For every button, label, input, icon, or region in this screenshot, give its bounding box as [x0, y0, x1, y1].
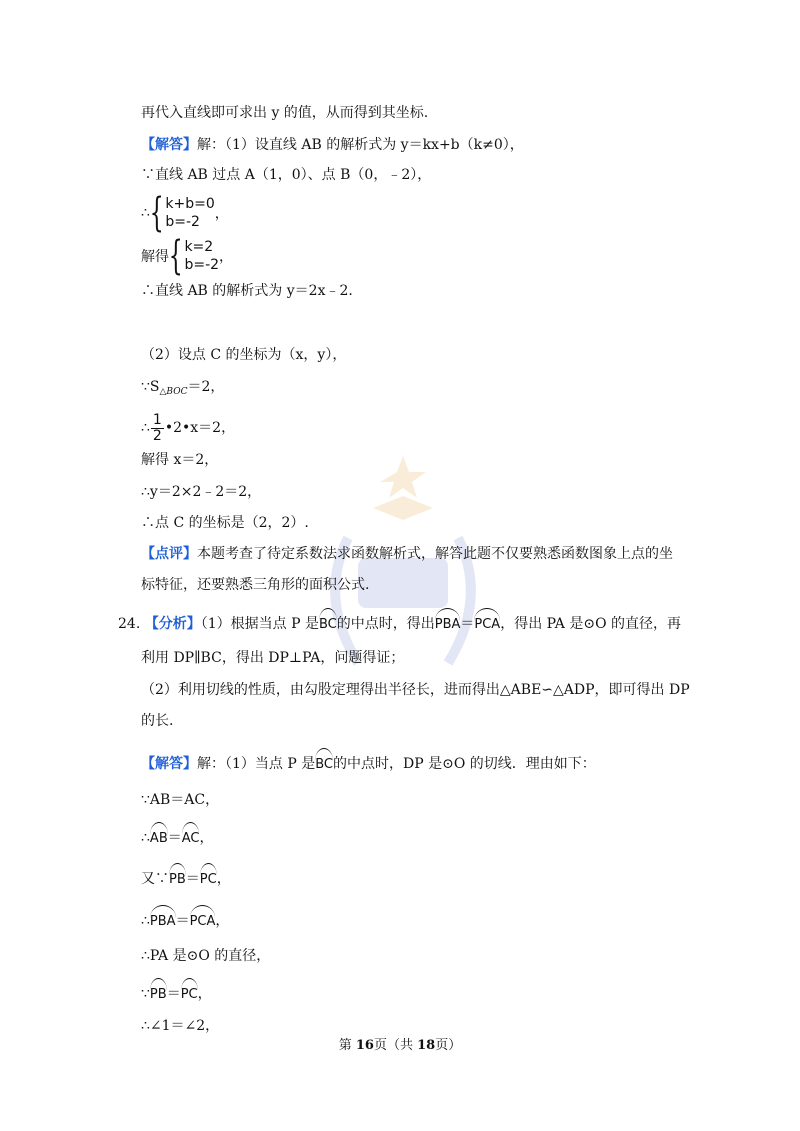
text: ，得出 PA 是⊙O 的直径，再 — [500, 616, 682, 632]
math-text: ＝2， — [187, 379, 225, 395]
subscript: △BOC — [159, 387, 188, 397]
punctuation: ， — [197, 986, 212, 1002]
comment-text: 本题考查了待定系数法求函数解析式，解答此题不仅要熟悉函数图象上点的坐 — [197, 546, 673, 562]
equation: b=-2 — [165, 214, 200, 230]
arc-symbol — [200, 863, 217, 890]
text-line: 再代入直线即可求出 y 的值，从而得到其坐标. — [141, 105, 429, 121]
text-line: 的长. — [141, 713, 174, 729]
equation-solution — [141, 233, 234, 279]
text-line: ∴y＝2×2﹣2＝2， — [141, 484, 262, 500]
left-brace: { — [168, 233, 183, 279]
answer-text: 解：（1）设直线 AB 的解析式为 y＝kx+b（k≠0）， — [197, 137, 524, 153]
arc-equality — [141, 911, 229, 931]
equals: ＝ — [460, 616, 475, 632]
analysis-tag: 【分析】 — [144, 616, 201, 632]
arc-label: PBA — [149, 914, 176, 929]
text-line: 标特征，还要熟悉三角形的面积公式. — [141, 577, 370, 593]
arc-symbol — [190, 905, 216, 932]
left-brace: { — [149, 190, 164, 236]
punctuation: ， — [199, 830, 214, 846]
punctuation: ， — [215, 913, 230, 929]
text: 又∵ — [141, 871, 169, 887]
text-line: ∵直线 AB 过点 A（1，0）、点 B（0，﹣2）， — [141, 167, 432, 183]
math-text: ∵S — [141, 379, 160, 395]
equation: b=-2 — [184, 257, 220, 273]
arc-equality — [141, 869, 231, 889]
therefore-symbol: ∴ — [141, 205, 150, 221]
text: 解：（1）当点 P 是 — [197, 756, 316, 772]
answer-tag: 【解答】 — [141, 756, 197, 772]
arc-symbol — [435, 608, 461, 635]
punctuation: ， — [219, 249, 234, 265]
footer-text: 页（共 — [373, 1038, 418, 1053]
therefore-symbol: ∴ — [141, 420, 150, 436]
text: 的中点时，DP 是⊙O 的切线．理由如下： — [333, 756, 596, 772]
punctuation: ， — [214, 206, 229, 222]
arc-equality — [141, 828, 213, 848]
answer-line — [141, 135, 524, 155]
text-line: ∴∠1＝∠2， — [141, 1018, 220, 1034]
equals: ＝ — [166, 986, 181, 1002]
equals: ＝ — [185, 871, 200, 887]
arc-equality — [141, 984, 212, 1004]
equals: ＝ — [175, 913, 190, 929]
arc-label: PB — [169, 872, 186, 887]
area-condition — [141, 377, 224, 397]
arc-label: BC — [318, 617, 337, 632]
fraction-line — [141, 410, 235, 446]
arc-symbol — [315, 748, 333, 775]
footer-text: 第 — [338, 1038, 356, 1053]
text-line: ∴点 C 的坐标是（2，2）. — [141, 515, 309, 531]
text-line: ∵AB＝AC， — [141, 792, 220, 808]
arc-label: AB — [149, 831, 168, 846]
arc-symbol — [169, 863, 186, 890]
arc-symbol — [181, 978, 198, 1005]
fraction — [151, 413, 164, 444]
text-line: 解得 x＝2， — [141, 452, 219, 468]
question-24-analysis — [118, 614, 681, 634]
math-text: •2•x＝2， — [164, 420, 236, 436]
arc-label: BC — [315, 757, 334, 772]
arc-symbol — [150, 978, 167, 1005]
arc-label: PC — [199, 872, 217, 887]
arc-symbol — [474, 608, 500, 635]
text-line: ∴直线 AB 的解析式为 y＝2x﹣2. — [141, 283, 353, 299]
question-number: 24. — [118, 616, 141, 632]
therefore-symbol: ∴ — [141, 913, 150, 929]
arc-label: AC — [181, 831, 200, 846]
page-total: 18 — [417, 1038, 436, 1053]
equation: k+b=0 — [165, 196, 215, 212]
solve-label: 解得 — [141, 249, 169, 265]
page-number: 16 — [355, 1038, 374, 1053]
text-line: ∴PA 是⊙O 的直径， — [141, 948, 271, 964]
arc-label: PC — [180, 987, 198, 1002]
arc-label: PBA — [434, 617, 461, 632]
arc-symbol — [150, 905, 176, 932]
arc-symbol — [150, 822, 168, 849]
page-footer — [0, 1034, 800, 1053]
comment-line — [141, 544, 673, 564]
text: （1）根据当点 P 是 — [200, 616, 319, 632]
equation: k=2 — [184, 239, 214, 255]
comment-tag: 【点评】 — [141, 546, 197, 562]
arc-label: PCA — [474, 617, 501, 632]
denominator: 2 — [152, 427, 162, 444]
answer-tag: 【解答】 — [141, 137, 197, 153]
arc-symbol — [182, 822, 200, 849]
text-line: 利用 DP∥BC，得出 DP⊥PA，问题得证； — [141, 650, 405, 666]
arc-symbol — [319, 608, 337, 635]
punctuation: ， — [216, 871, 231, 887]
text-line: （2）设点 C 的坐标为（x，y）， — [141, 347, 347, 363]
footer-text: 页） — [435, 1038, 462, 1053]
answer-line — [141, 754, 596, 774]
arc-label: PB — [149, 987, 167, 1002]
text: 的中点时，得出 — [336, 616, 435, 632]
numerator: 1 — [152, 411, 162, 428]
arc-label: PCA — [189, 914, 216, 929]
text-line: （2）利用切线的性质，由勾股定理得出半径长，进而得出△ABE∽△ADP，即可得出 DP — [141, 682, 690, 698]
because-symbol: ∵ — [141, 986, 150, 1002]
equation-system — [141, 190, 229, 236]
therefore-symbol: ∴ — [141, 830, 150, 846]
equals: ＝ — [167, 830, 182, 846]
